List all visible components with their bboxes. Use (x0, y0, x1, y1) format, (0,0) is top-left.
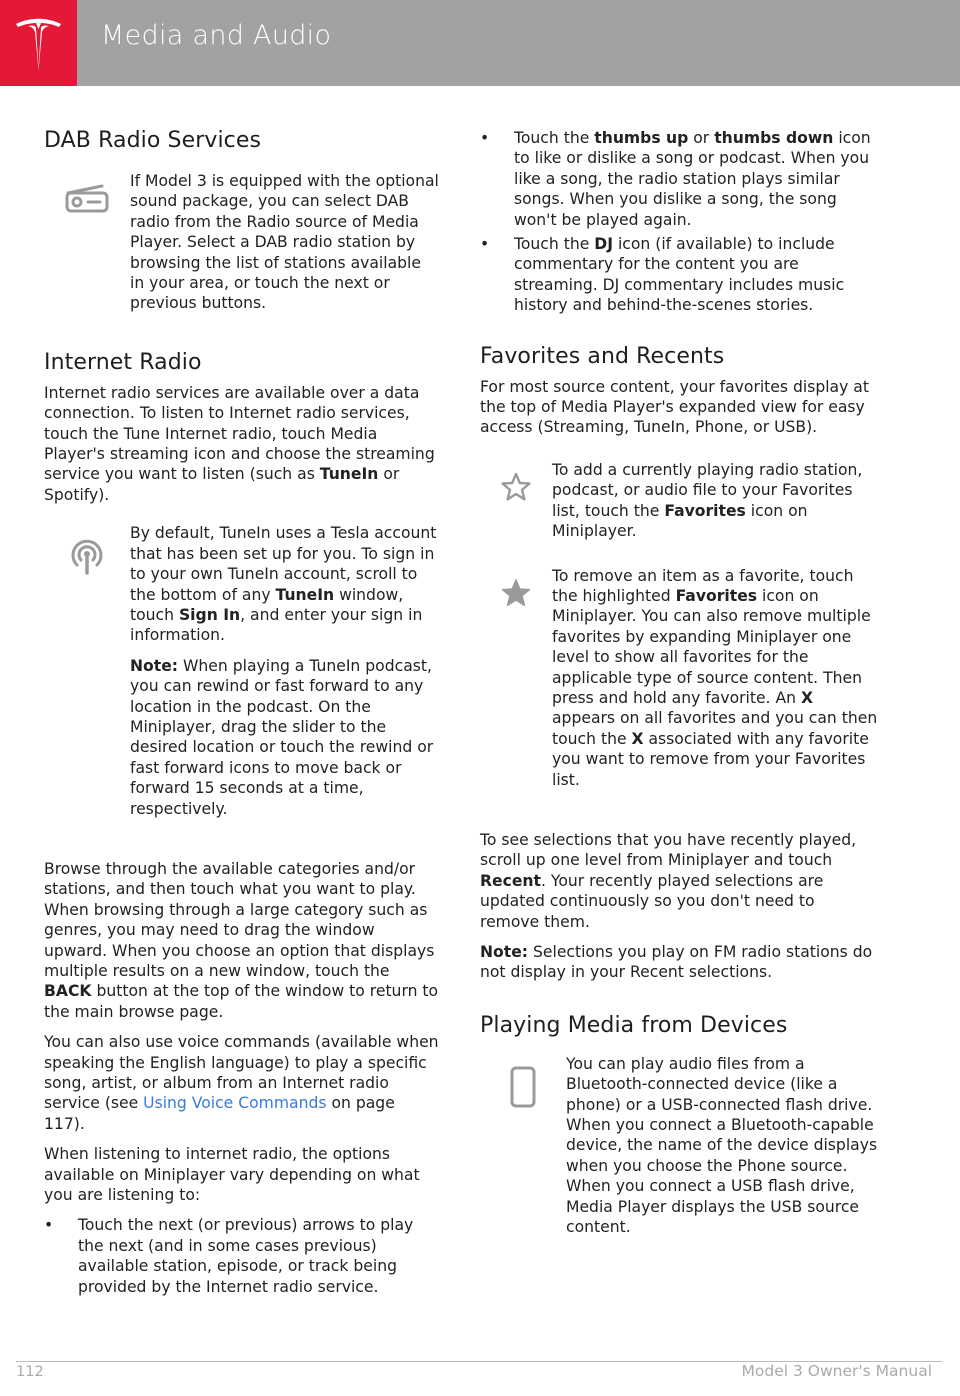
list-item: • Touch the next (or previous) arrows to play the next (and in some cases previous) available station, episode, or track being provided by the Internet radio service. (44, 1215, 440, 1297)
devices-block (480, 1054, 878, 1248)
add-favorite-block (480, 460, 878, 552)
radio-icon (44, 171, 130, 213)
devices-description: You can play audio files from a Bluetooth-connected device (like a phone) or a USB-connected flash drive. When you connect a Bluetooth-capable device, the name of the device displays when you choose the Phone source. When you connect a USB flash drive, Media Player displays the USB source content. (566, 1054, 878, 1237)
internet-radio-intro: Internet radio services are available over a data connection. To listen to Internet radio services, touch the Tune Internet radio, touch Media Player's streaming icon and choose the streaming service you want to listen (such as TuneIn or Spotify). (44, 383, 435, 504)
voice-commands-paragraph: You can also use voice commands (available when speaking the English language) to play a specific song, artist, or album from an Internet radio service (see Using Voice Commands on page 117). (44, 1033, 439, 1133)
remove-favorite-text: To remove an item as a favorite, touch the highlighted Favorites icon on Miniplayer. You can also remove multiple favorites by expanding Miniplayer one level to show all favorites for the applicable type of source content. Then press and hold any favorite. An X appears on all favorites and you can then touch the X associated with any favorite you want to remove from your Favorites list. (552, 566, 878, 789)
star-filled-icon (480, 566, 552, 608)
favorites-intro: For most source content, your favorites display at the top of Media Player's expanded view for easy access (Streaming, TuneIn, Phone, or USB). (480, 377, 869, 437)
browse-paragraph: Browse through the available categories and/or stations, and then touch what you want to play. When browsing through a large category such as genres, you may need to drag the window upward. When you choose an option that displays multiple results on a new window, touch the BACK button at the top of the window to return to the main browse page. (44, 859, 439, 1021)
options-list-continued (480, 128, 878, 316)
dab-heading: DAB Radio Services (44, 128, 262, 153)
options-list (44, 1215, 440, 1297)
page-header (0, 0, 960, 86)
manual-name: Model 3 Owner's Manual (741, 1362, 932, 1380)
devices-heading: Playing Media from Devices (480, 1012, 788, 1038)
tesla-logo-icon (14, 14, 63, 72)
dab-description: If Model 3 is equipped with the optional sound package, you can select DAB radio from the Radio source of Media Player. Select a DAB radio station by browsing the list of stations available in your area, or touch the next or previous buttons. (130, 172, 439, 313)
remove-favorite-block (480, 566, 878, 800)
tunein-block (44, 523, 440, 829)
dab-radio-block (44, 171, 440, 324)
tunein-note: Note: When playing a TuneIn podcast, you can rewind or fast forward to any location in the podcast. On the Miniplayer, drag the slider to the desired location or touch the rewind or fast forward icons to move back or forward 15 seconds at a time, respectively. (130, 656, 434, 818)
internet-radio-heading: Internet Radio (44, 349, 202, 375)
favorites-heading: Favorites and Recents (480, 343, 725, 369)
recent-note: Note: Selections you play on FM radio stations do not display in your Recent selections. (480, 943, 873, 982)
add-favorite-text: To add a currently playing radio station, podcast, or audio file to your Favorites list, touch the Favorites icon on Miniplayer. (552, 460, 863, 541)
section-title: Media and Audio (101, 20, 332, 51)
voice-commands-link[interactable]: Using Voice Commands (143, 1094, 327, 1113)
star-outline-icon (480, 460, 552, 502)
right-column (480, 128, 878, 1261)
recent-paragraph: To see selections that you have recently played, scroll up one level from Miniplayer and touch Recent. Your recently played selections are updated continuously so you don't need to remove them. (480, 830, 857, 931)
options-intro: When listening to internet radio, the options available on Miniplayer vary depending on what you are listening to: (44, 1145, 420, 1205)
podcast-icon (44, 523, 130, 575)
phone-icon (480, 1054, 566, 1108)
page-number: 112 (16, 1364, 44, 1380)
tunein-account-text: By default, TuneIn uses a Tesla account that has been set up for you. To sign in to your own TuneIn account, scroll to the bottom of any TuneIn window, touch Sign In, and enter your sign in information. (130, 524, 437, 645)
list-item: • Touch the DJ icon (if available) to include commentary for the content you are streaming. DJ commentary includes music history and behind-the-scenes stories. (480, 234, 878, 316)
tesla-logo (0, 0, 77, 86)
list-item: • Touch the thumbs up or thumbs down icon to like or dislike a song or podcast. When you like a song, the radio station plays similar songs. When you dislike a song, the song won't be played again. (480, 128, 878, 230)
left-column (44, 128, 440, 1307)
